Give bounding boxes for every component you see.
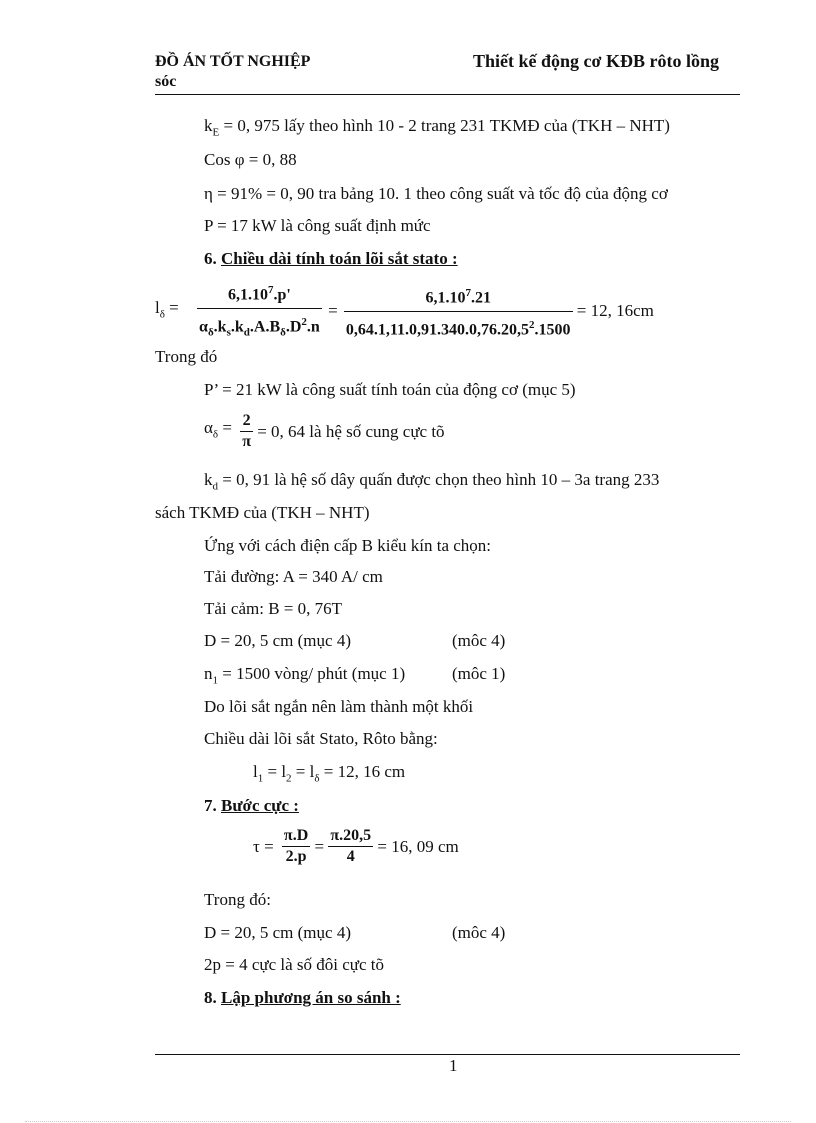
flux-density-line: Tải cảm: B = 0, 76T (204, 599, 343, 618)
fraction-2-over-pi: $\frac{2}{\pi}$ (242, 412, 251, 450)
diameter-line-2: D = 20, 5 cm (mục 4) (204, 923, 351, 942)
diameter-ref-2: (môc 4) (452, 923, 506, 942)
core-length-intro: Chiều dài lõi sắt Stato, Rôto bằng: (204, 729, 438, 748)
efficiency-line: η = 91% = 0, 90 tra bảng 10. 1 theo công suất và tốc độ của động cơ (204, 184, 668, 203)
fraction-pi-d-over-2p: $\frac{\pi.D}{2.p}$ (283, 827, 309, 865)
speed-line: $n_1 = 1500$ vòng/ phút (mục 1) (204, 664, 406, 687)
section-8-heading: 8. Lập phương án so sánh : (204, 988, 401, 1007)
pole-count-line: 2p = 4 cực là số đôi cực tõ (204, 955, 385, 974)
fraction-numeric-pole-pitch: $\frac{\pi.20,5}{4}$ (330, 827, 372, 865)
trong-do-2: Trong đó: (204, 890, 271, 909)
kd-line-continued: sách TKMĐ của (TKH – NHT) (155, 503, 370, 522)
p-prime-line: P’ = 21 kW là công suất tính toán của động cơ (mục 5) (204, 380, 576, 399)
linear-load-line: Tải đường: A = 340 A/ cm (204, 567, 383, 586)
section-6-heading: 6. Chiều dài tính toán lõi sắt stato : (204, 249, 458, 268)
rated-power-line: P = 17 kW là công suất định mức (204, 216, 431, 235)
formula-l-delta: $l_\delta$ = $\frac{6,1.10^7.p'}{\alpha_\delta.k_s.k_d.A.B_\delta.D^2.n}$ = $\frac{6,1.10^7.21}{0,64.1,11.0,91.340.0,76.20,5^2.1500}$ = 12, 16cm (155, 280, 654, 332)
fraction-l-delta-numeric: $\frac{6,1.10^7.21}{0,64.1,11.0,91.340.0,76.20,5^2.1500}$ (344, 283, 573, 341)
cos-phi-line: Cos φ = 0, 88 (204, 150, 297, 169)
diameter-ref-1: (môc 4) (452, 631, 506, 650)
trong-do-1: Trong đó (155, 347, 218, 366)
page-bottom-dotted-edge (25, 1121, 791, 1122)
alpha-line: $\alpha_\delta$ = $\frac{2}{\pi}$ = 0, 64 là hệ số cung cực tõ (204, 412, 445, 450)
insulation-line: Ứng với cách điện cấp B kiểu kín ta chọn: (204, 536, 492, 555)
page-number: 1 (449, 1056, 458, 1075)
header-rule (155, 94, 740, 95)
core-length-equation: $l_1 = l_2 = l_\delta = 12$, 16 cm (253, 762, 406, 785)
fraction-l-delta-general: $\frac{6,1.10^7.p'}{\alpha_\delta.k_s.k_d.A.B_\delta.D^2.n}$ (197, 280, 322, 343)
header-left-line1: ĐỒ ÁN TỐT NGHIỆP (155, 53, 311, 70)
section-7-heading: 7. Bước cực : (204, 796, 299, 815)
l-delta-result: = 12, 16cm (576, 301, 654, 321)
speed-ref: (môc 1) (452, 664, 506, 683)
kd-line: $k_d = 0$, 91 là hệ số dây quấn được chọn theo hình 10 – 3a trang 233 (204, 470, 660, 493)
header-left-line2: sóc (155, 73, 177, 90)
core-note-line: Do lõi sắt ngắn nên làm thành một khối (204, 697, 474, 716)
formula-pole-pitch: τ = $\frac{\pi.D}{2.p}$ = $\frac{\pi.20,5}{4}$ = 16, 09 cm (253, 827, 459, 865)
ke-line: $k_E = 0$, 975 lấy theo hình 10 - 2 trang 231 TKMĐ của (TKH – NHT) (204, 116, 670, 139)
diameter-line-1: D = 20, 5 cm (mục 4) (204, 631, 351, 650)
header-right-title: Thiết kế động cơ KĐB rôto lồng (473, 51, 719, 71)
footer-rule (155, 1054, 740, 1055)
